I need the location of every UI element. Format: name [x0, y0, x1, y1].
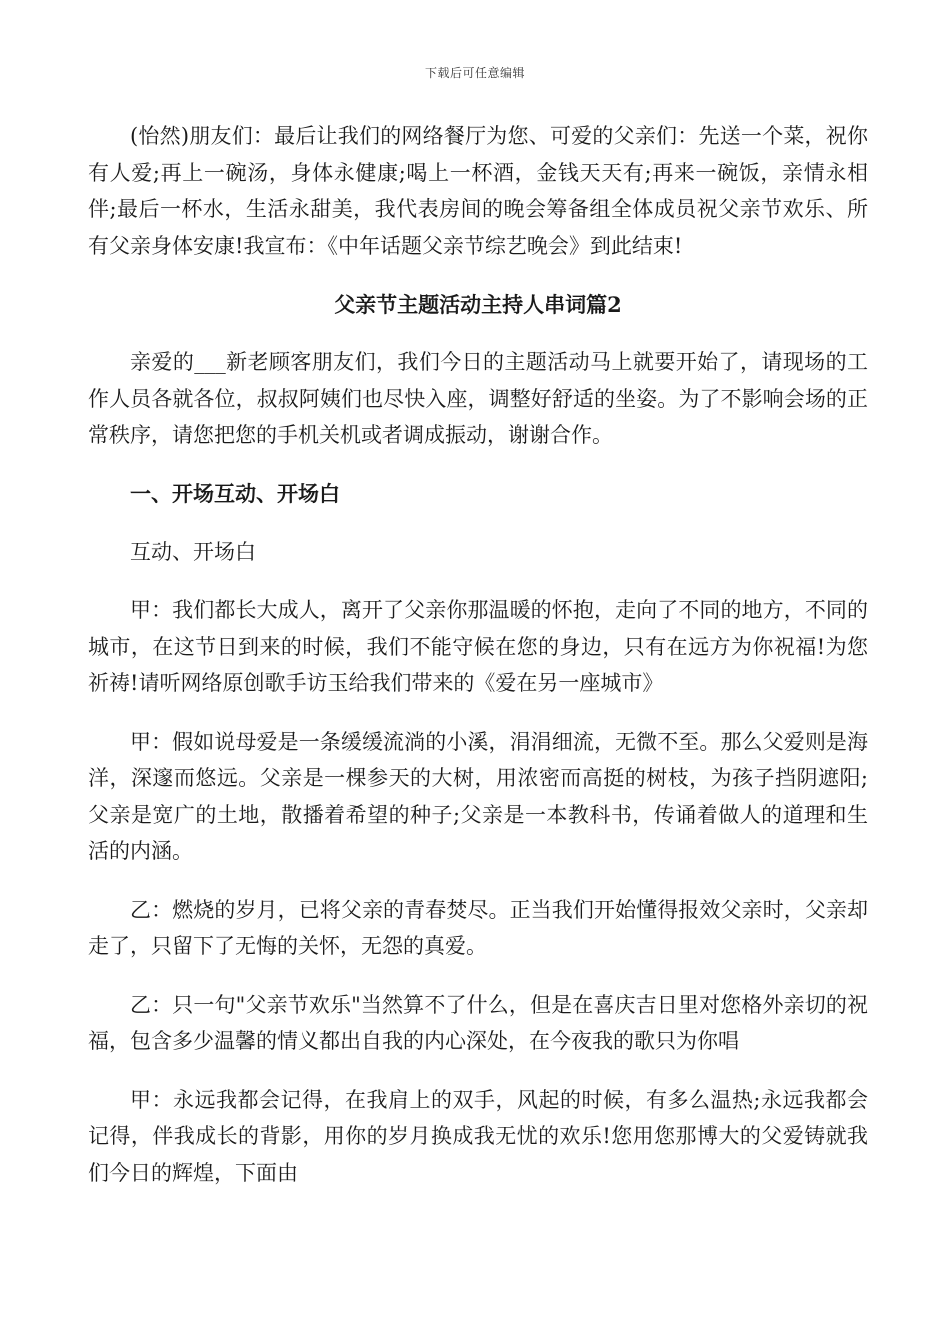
paragraph-closing-remarks: (怡然)朋友们：最后让我们的网络餐厅为您、可爱的父亲们：先送一个菜，祝你有人爱;再上一碗汤，身体永健康;喝上一杯酒，金钱天天有;再来一碗饭，亲情永相伴;最后一杯水，生活永甜美，我代表房间的晚会筹备组全体成员祝父亲节欢乐、所有父亲身体安康!我宣布：《中年话题父亲节综艺晚会》到此结束!	[88, 124, 868, 258]
paragraph-host-b-1: 乙：燃烧的岁月，已将父亲的青春焚尽。正当我们开始懂得报效父亲时，父亲却走了，只留下了无悔的关怀，无怨的真爱。	[88, 897, 868, 958]
document-body	[88, 118, 868, 1191]
paragraph-host-b-2: 乙：只一句"父亲节欢乐"当然算不了什么，但是在喜庆吉日里对您格外亲切的祝福，包含多少温馨的情义都出自我的内心深处，在今夜我的歌只为你唱	[88, 992, 868, 1053]
paragraph-interaction-label: 互动、开场白	[130, 539, 256, 564]
page-header-note: 下载后可任意编辑	[424, 66, 525, 80]
section-title: 父亲节主题活动主持人串词篇2	[334, 292, 622, 317]
paragraph-opening-notice: 亲爱的___新老顾客朋友们，我们今日的主题活动马上就要开始了，请现场的工作人员各就各位，叔叔阿姨们也尽快入座，调整好舒适的坐姿。为了不影响会场的正常秩序，请您把您的手机关机或者调成振动，谢谢合作。	[88, 350, 868, 447]
section-heading-opening: 一、开场互动、开场白	[130, 480, 340, 506]
paragraph-host-a-2: 甲：假如说母爱是一条缓缓流淌的小溪，涓涓细流，无微不至。那么父爱则是海洋，深邃而悠远。父亲是一棵参天的大树，用浓密而高挺的树枝，为孩子挡阴遮阳;父亲是宽广的土地，散播着希望的种子;父亲是一本教科书，传诵着做人的道理和生活的内涵。	[88, 729, 868, 863]
paragraph-host-a-1: 甲：我们都长大成人，离开了父亲你那温暖的怀抱，走向了不同的地方，不同的城市，在这节日到来的时候，我们不能守候在您的身边，只有在远方为你祝福!为您祈祷!请听网络原创歌手访玉给我们带来的《爱在另一座城市》	[88, 598, 868, 695]
paragraph-host-a-3: 甲：永远我都会记得，在我肩上的双手，风起的时候，有多么温热;永远我都会记得，伴我成长的背影，用你的岁月换成我无忧的欢乐!您用您那博大的父爱铸就我们今日的辉煌，下面由	[88, 1087, 868, 1185]
